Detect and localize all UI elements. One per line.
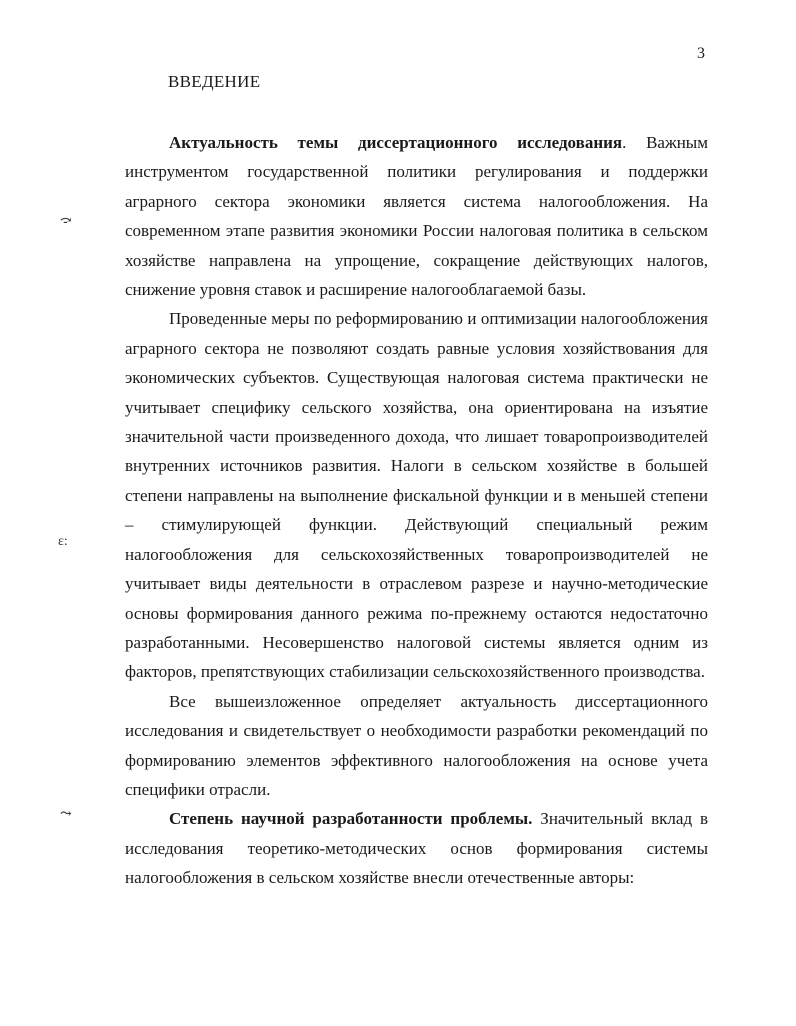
margin-mark: ⤼ xyxy=(60,213,72,228)
paragraph-relevance xyxy=(125,128,708,304)
paragraph-text: Проведенные меры по реформированию и оптимизации налогообложения аграрного сектора не позволяют создать равные условия хозяйствования для экономических субъектов. Существующая налоговая система практически не учитывает специфику сельского хозяйства, она ориентирована на изъятие значительной части произведенного дохода, что лишает товаропроизводителей внутренних источников развития. Налоги в сельском хозяйстве в большей степени направлены на выполнение фискальной функции и в меньшей степени – стимулирующей функции. Действующий специальный режим налогообложения для сельскохозяйственных товаропроизводителей не учитывает виды деятельности в отраслевом разрезе и научно-методические основы формирования данного режима по-прежнему остаются недостаточно разработанными. Несовершенство налоговой системы является одним из факторов, препятствующих стабилизации сельскохозяйственного производства. xyxy=(125,309,708,682)
paragraph-lead: Актуальность темы диссертационного исследования xyxy=(169,133,623,152)
paragraph-text: Значительный вклад в исследования теоретико-методических основ формирования системы налогообложения в сельском хозяйстве внесли отечественные авторы: xyxy=(125,809,708,888)
paragraph-lead: Степень научной разработанности проблемы. xyxy=(169,809,533,829)
margin-mark: ⤳ xyxy=(60,807,72,822)
paragraph-conclusion xyxy=(125,687,708,805)
paragraph-measures xyxy=(125,304,708,686)
paragraph-text: Все вышеизложенное определяет актуальность диссертационного исследования и свидетельствует о необходимости разработки рекомендаций по формированию элементов эффективного налогообложения на основе учета специфики отрасли. xyxy=(125,691,708,799)
section-heading: ВВЕДЕНИЕ xyxy=(168,72,261,91)
body-text xyxy=(125,128,708,893)
margin-mark: ɛ: xyxy=(58,534,68,549)
paragraph-text: . Важным инструментом государственной политики регулирования и поддержки аграрного сектора экономики является система налогообложения. На современном этапе развития экономики России налоговая политика в сельском хозяйстве направлена на упрощение, сокращение действующих налогов, снижение уровня ставок и расширение налогооблагаемой базы. xyxy=(125,133,708,300)
page-number: 3 xyxy=(697,45,705,62)
paragraph-research-degree xyxy=(125,804,708,892)
